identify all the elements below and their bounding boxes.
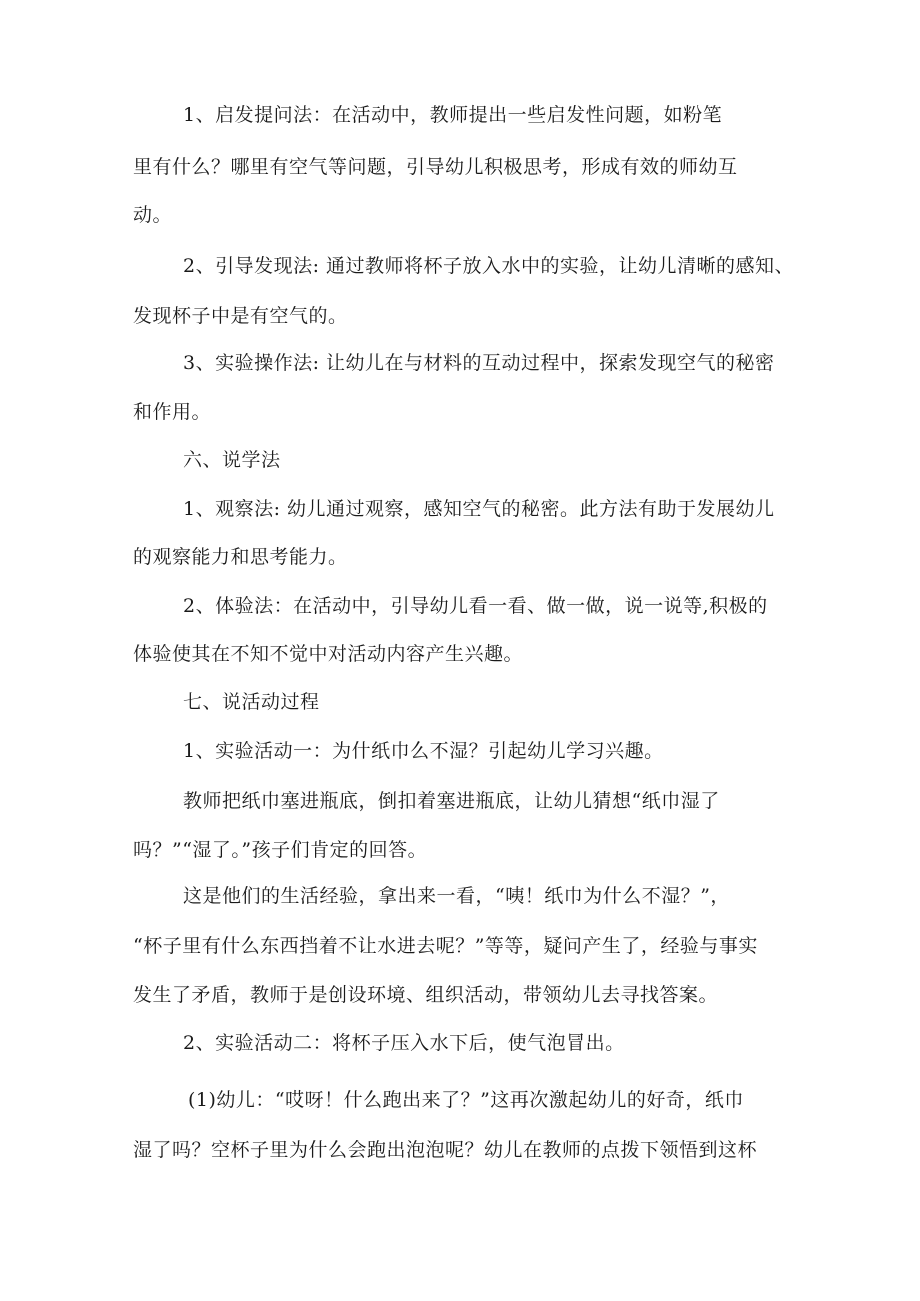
paragraph-line: (1)幼儿：“哎呀！什么跑出来了？”这再次激起幼儿的好奇，纸巾	[188, 1089, 744, 1111]
paragraph-line: 动。	[133, 204, 173, 226]
paragraph-line: 3、实验操作法: 让幼儿在与材料的互动过程中，探索发现空气的秘密	[183, 352, 775, 374]
paragraph-line: 1、启发提问法：在活动中，教师提出一些启发性问题，如粉笔	[183, 104, 723, 126]
paragraph-line: 的观察能力和思考能力。	[133, 546, 348, 568]
paragraph-line: 2、引导发现法: 通过教师将杯子放入水中的实验，让幼儿清晰的感知、	[183, 255, 795, 277]
paragraph-line: 1、观察法: 幼儿通过观察，感知空气的秘密。此方法有助于发展幼儿	[183, 498, 775, 520]
paragraph-line: 教师把纸巾塞进瓶底，倒扣着塞进瓶底，让幼儿猜想“纸巾湿了	[183, 790, 720, 812]
section-heading: 七、说活动过程	[183, 691, 320, 713]
paragraph-line: 和作用。	[133, 401, 212, 423]
paragraph-line: 这是他们的生活经验，拿出来一看，“咦！纸巾为什么不湿？”，	[183, 885, 730, 907]
paragraph-line: 湿了吗？空杯子里为什么会跑出泡泡呢？幼儿在教师的点拨下领悟到这杯	[133, 1139, 758, 1161]
paragraph-line: 吗？”“湿了。”孩子们肯定的回答。	[133, 839, 428, 861]
section-heading: 六、说学法	[183, 449, 281, 471]
paragraph-line: 体验使其在不知不觉中对活动内容产生兴趣。	[133, 643, 524, 665]
paragraph-line: 发生了矛盾，教师于是创设环境、组织活动，带领幼儿去寻找答案。	[133, 984, 719, 1006]
paragraph-line: 2、体验法：在活动中，引导幼儿看一看、做一做，说一说等,积极的	[183, 595, 768, 617]
paragraph-line: 1、实验活动一：为什纸巾么不湿？引起幼儿学习兴趣。	[183, 740, 664, 762]
paragraph-line: “杯子里有什么东西挡着不让水进去呢？”等等，疑问产生了，经验与事实	[133, 935, 758, 957]
paragraph-line: 2、实验活动二：将杯子压入水下后，使气泡冒出。	[183, 1032, 625, 1054]
paragraph-line: 发现杯子中是有空气的。	[133, 305, 348, 327]
paragraph-line: 里有什么？哪里有空气等问题，引导幼儿积极思考，形成有效的师幼互	[133, 156, 738, 178]
